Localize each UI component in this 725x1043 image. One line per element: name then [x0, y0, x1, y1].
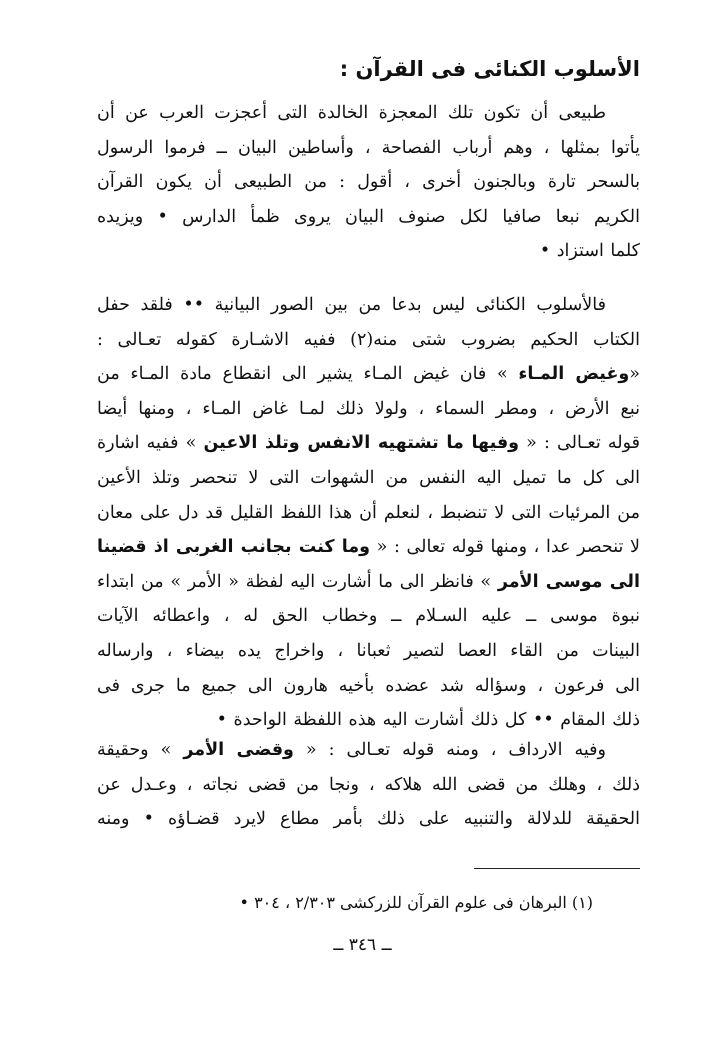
text-run: نبوة موسى ــ عليه السـلام ــ وخطاب الحق له ، واعطائه الآيات: [97, 606, 640, 627]
quran-quote: وما كنت بجانب الغربى اذ قضينا: [97, 537, 371, 558]
paragraph-line: طبيعى أن تكون تلك المعجزة الخالدة التى أعجزت العرب عن أن: [97, 103, 606, 123]
paragraph-line: كلما استزاد •: [539, 241, 640, 262]
text-run: البينات من القاء العصا لتصير ثعبانا ، واخراج يده بيضاء ، وارساله: [97, 640, 640, 661]
page-number: ــ ٣٤٦ ــ: [333, 935, 392, 955]
paragraph-line: الكريم نبعا صافيا لكل صنوف البيان يروى ظمأ الدارس • ويزيده: [97, 206, 640, 227]
text-run: الى فرعون ، وسؤاله شد عضده بأخيه هارون الى جميع ما جرى فى: [97, 675, 640, 696]
quran-quote: الى موسى الأمر: [497, 571, 640, 592]
paragraph-line: [97, 733, 640, 768]
text-run: فالأسلوب الكنائى ليس بدعا من بين الصور البيانية •• فلقد حفل: [97, 295, 606, 315]
paragraph-line: [97, 530, 640, 565]
text-run: ذلك المقام •• كل ذلك أشارت اليه هذه اللفظة الواحدة •: [216, 710, 640, 731]
footnote: (١) البرهان فى علوم القرآن للزركشى ٢/٣٠٣ ، ٣٠٤ •: [239, 893, 593, 912]
paragraph-line: [97, 392, 640, 427]
paragraph-1: [97, 96, 640, 269]
paragraph-line: [97, 496, 640, 531]
paragraph-line: [97, 634, 640, 669]
section-heading: الأسلوب الكنائى فى القرآن :: [339, 57, 640, 81]
paragraph-line: [97, 768, 640, 803]
text-run: قوله تعـالى : «: [519, 433, 640, 454]
text-run: نبع الأرض ، ومطر السماء ، ولولا ذلك لمـا غاض المـاء ، ومنها أيضا: [97, 398, 640, 419]
text-run: الكتاب الحكيم بضروب شتى منه(٢) ففيه الاشـارة كقوله تعـالى :: [97, 329, 640, 350]
paragraph-line: [97, 565, 640, 600]
paragraph-line: [97, 426, 640, 461]
text-run: «: [629, 364, 640, 385]
text-run: » فانظر الى ما أشارت اليه لفظة « الأمر » من ابتداء: [97, 571, 498, 592]
text-run: » ففيه اشارة: [97, 433, 204, 454]
text-run: من المرئيات التى لا تنضبط ، لنعلم أن هذا اللفظ القليل قد دل على معان: [97, 502, 640, 523]
paragraph-line: [97, 323, 640, 358]
paragraph-line: [97, 461, 640, 496]
text-run: » وحقيقة: [97, 740, 184, 760]
paragraph-line: [97, 669, 640, 704]
text-run: الى كل ما تميل اليه النفس من الشهوات التى لا تنحصر وتلذ الأعين: [97, 467, 640, 488]
quran-quote: وفيها ما تشتهيه الانفس وتلذ الاعين: [203, 433, 520, 454]
text-run: وفيه الارداف ، ومنه قوله تعـالى : «: [293, 740, 606, 760]
quran-quote: وغيض المـاء: [518, 364, 630, 385]
text-run: الحقيقة للدلالة والتنبيه على ذلك بأمر مطاع لايرد قضـاؤه • ومنه: [97, 809, 640, 830]
paragraph-line: يأتوا بمثلها ، وهم أرباب الفصاحة ، وأساطين البيان ــ فرموا الرسول: [97, 137, 640, 158]
text-run: » فان غيض المـاء يشير الى انقطاع مادة المـاء من: [97, 364, 519, 385]
paragraph-line: [97, 288, 640, 323]
paragraph-3: [97, 733, 640, 837]
quran-quote: وقضى الأمر: [183, 740, 294, 760]
footnote-divider: [474, 868, 640, 869]
text-run: ذلك ، وهلك من قضى الله هلاكه ، ونجا من قضى نجاته ، وعـدل عن: [97, 774, 640, 795]
paragraph-line: [97, 802, 640, 837]
paragraph-line: [97, 357, 640, 392]
paragraph-line: [97, 599, 640, 634]
paragraph-2: [97, 288, 640, 738]
text-run: لا تنحصر عدا ، ومنها قوله تعالى : «: [370, 537, 640, 558]
paragraph-line: بالسحر تارة وبالجنون أخرى ، أقول : من الطبيعى أن يكون القرآن: [97, 172, 640, 193]
